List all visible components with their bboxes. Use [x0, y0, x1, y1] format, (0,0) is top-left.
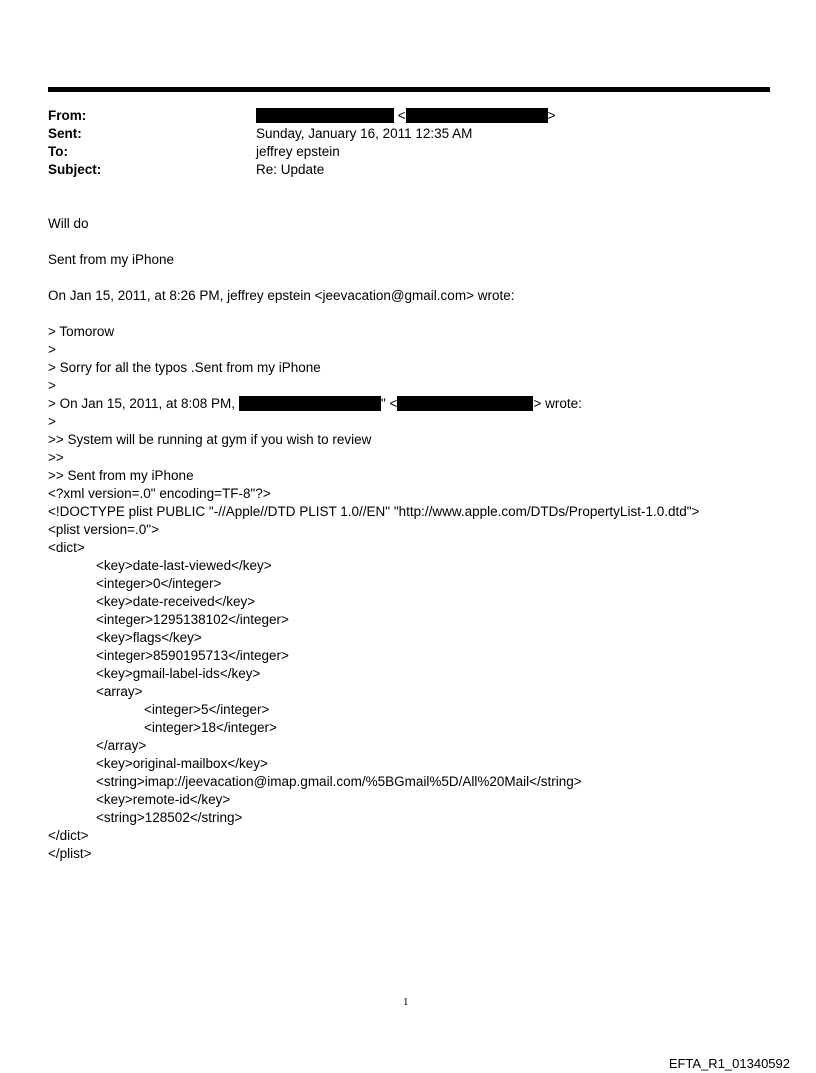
- quoted-line: >: [48, 414, 56, 429]
- sent-row: [48, 125, 748, 143]
- quoted-line: >: [48, 378, 56, 393]
- subject-value: Re: Update: [256, 162, 325, 177]
- quoted-line: >> Sent from my iPhone: [48, 468, 194, 483]
- body-line: On Jan 15, 2011, at 8:26 PM, jeffrey epstein <jeevacation@gmail.com> wrote:: [48, 288, 515, 303]
- header-rule: [48, 87, 770, 92]
- plist-line: </plist>: [48, 846, 92, 861]
- plist-line: <array>: [96, 684, 143, 699]
- from-row: [48, 107, 748, 125]
- quoted-line: > Sorry for all the typos .Sent from my iPhone: [48, 360, 321, 375]
- subject-label: Subject:: [48, 162, 102, 177]
- plist-line: <integer>1295138102</integer>: [96, 612, 289, 627]
- quoted-line-text: > On Jan 15, 2011, at 8:08 PM,: [48, 396, 235, 411]
- redaction-block: [397, 396, 533, 411]
- redaction-block: [239, 396, 381, 411]
- redaction-block: [406, 108, 548, 123]
- plist-line: <integer>5</integer>: [144, 702, 270, 717]
- plist-line: <key>flags</key>: [96, 630, 202, 645]
- plist-line: <integer>18</integer>: [144, 720, 277, 735]
- quoted-line: [48, 395, 582, 413]
- from-open-bracket: <: [397, 108, 406, 123]
- plist-line: <!DOCTYPE plist PUBLIC "-//Apple//DTD PLIST 1.0//EN" "http://www.apple.com/DTDs/PropertyList-1.0.dtd">: [48, 504, 700, 519]
- plist-line: <key>date-last-viewed</key>: [96, 558, 272, 573]
- body-line: Will do: [48, 216, 89, 231]
- to-row: [48, 143, 748, 161]
- plist-line: <string>128502</string>: [96, 810, 243, 825]
- page-number: 1: [403, 996, 409, 1008]
- plist-line: <string>imap://jeevacation@imap.gmail.com/%5BGmail%5D/All%20Mail</string>: [96, 774, 582, 789]
- document-id: EFTA_R1_01340592: [668, 1056, 790, 1071]
- plist-line: <key>original-mailbox</key>: [96, 756, 268, 771]
- plist-line: <?xml version=.0" encoding=TF-8"?>: [48, 486, 271, 501]
- to-label: To:: [48, 144, 68, 159]
- quoted-line: >> System will be running at gym if you wish to review: [48, 432, 372, 447]
- body-line: Sent from my iPhone: [48, 252, 175, 267]
- sent-label: Sent:: [48, 126, 82, 141]
- sent-value: Sunday, January 16, 2011 12:35 AM: [256, 126, 473, 141]
- subject-row: [48, 161, 748, 179]
- from-close-bracket: >: [547, 108, 556, 123]
- quoted-line: >: [48, 342, 56, 357]
- quoted-line-text: " <: [381, 396, 398, 411]
- plist-line: <key>date-received</key>: [96, 594, 256, 609]
- redaction-block: [256, 108, 394, 123]
- plist-line: <key>gmail-label-ids</key>: [96, 666, 261, 681]
- plist-line: <dict>: [48, 540, 85, 555]
- plist-line: <integer>8590195713</integer>: [96, 648, 289, 663]
- quoted-line: > Tomorow: [48, 324, 115, 339]
- plist-line: </dict>: [48, 828, 89, 843]
- from-label: From:: [48, 108, 87, 123]
- plist-line: <key>remote-id</key>: [96, 792, 231, 807]
- plist-line: <plist version=.0">: [48, 522, 159, 537]
- quoted-line: >>: [48, 450, 64, 465]
- plist-line: </array>: [96, 738, 147, 753]
- quoted-line-text: > wrote:: [533, 396, 582, 411]
- from-value: [256, 107, 556, 125]
- plist-line: <integer>0</integer>: [96, 576, 222, 591]
- to-value: jeffrey epstein: [256, 144, 340, 159]
